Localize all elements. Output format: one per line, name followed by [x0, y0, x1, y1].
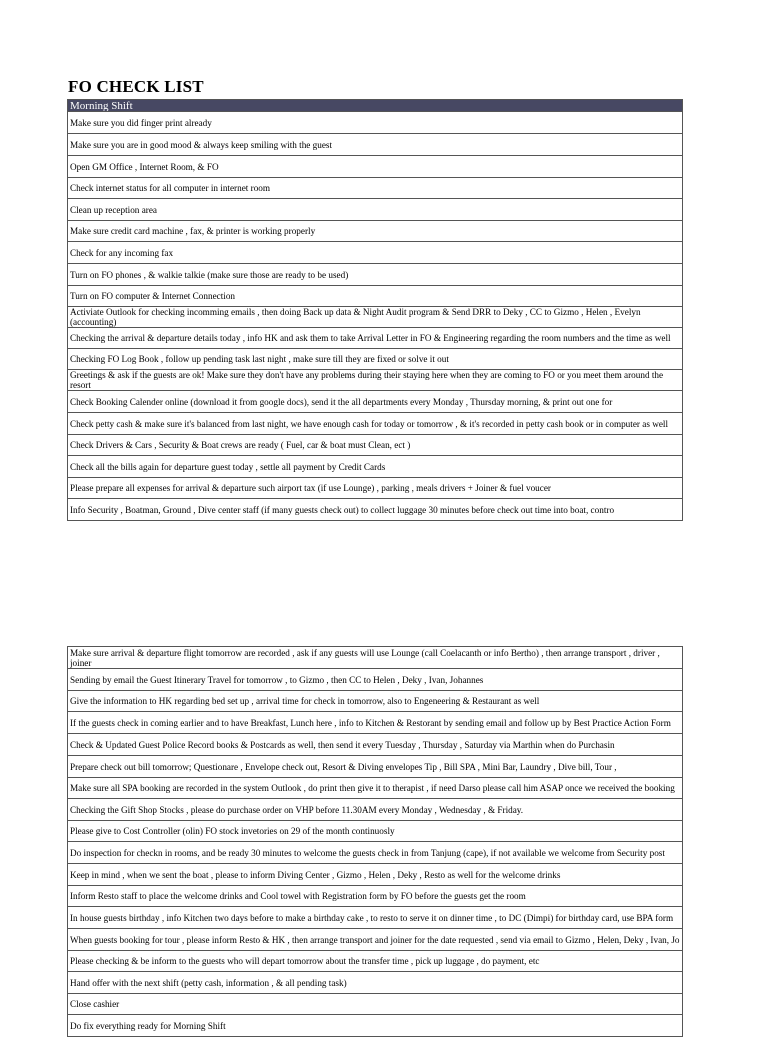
- checklist-row: [68, 691, 683, 712]
- checklist-row: [68, 286, 683, 307]
- checklist-item-text: Check for any incoming fax: [70, 247, 174, 258]
- checklist-item-text: Info Security , Boatman, Ground , Dive center staff (if many guests check out) to collect luggage 30 minutes before check out time into boat, contro: [70, 504, 615, 515]
- checklist-item: [68, 370, 683, 391]
- checklist-row: [68, 842, 683, 864]
- checklist-row: [68, 756, 683, 778]
- morning-shift-checklist: [67, 99, 683, 521]
- checklist-item-text: Check Drivers & Cars , Security & Boat crews are ready ( Fuel, car & boat must Clean, ect ): [70, 440, 411, 450]
- checklist-item: [68, 413, 683, 435]
- checklist-row: [68, 734, 683, 756]
- checklist-item: [68, 712, 683, 734]
- section-header: Morning Shift: [68, 100, 683, 112]
- checklist-item: [68, 972, 683, 994]
- checklist-item-text: Clean up reception area: [70, 204, 157, 215]
- checklist-item: [68, 756, 683, 778]
- checklist-row: [68, 156, 683, 178]
- checklist-item: [68, 647, 683, 669]
- checklist-item: [68, 821, 683, 842]
- checklist-item-text: Check Booking Calender online (download it from google docs), send it the all departments every Monday , Thursday morning, & print out one for: [70, 396, 613, 407]
- checklist-row: [68, 413, 683, 435]
- checklist-item-text: Hand offer with the next shift (petty cash, information , & all pending task): [70, 977, 347, 988]
- checklist-item: [68, 391, 683, 413]
- checklist-item-text: Activiate Outlook for checking incomming emails , then doing Back up data & Night Audit program & Send DRR to Deky , CC to Gizmo , Helen , Evelyn (accounting): [70, 307, 641, 327]
- checklist-item-text: Make sure arrival & departure flight tomorrow are recorded , ask if any guests will use Lounge (call Coelacanth or info Bertho) , then arrange transport , driver , joiner: [70, 647, 660, 668]
- checklist-item-text: Please checking & be inform to the guests who will depart tomorrow about the transfer time , pick up luggage , do payment, etc: [70, 956, 540, 966]
- checklist-item-text: Check & Updated Guest Police Record books & Postcards as well, then send it every Tuesday , Thursday , Saturday via Marthin when do Purchasin: [70, 739, 615, 750]
- checklist-item: [68, 349, 683, 370]
- checklist-row: [68, 1015, 683, 1037]
- checklist-row: [68, 864, 683, 886]
- checklist-row: [68, 712, 683, 734]
- checklist-item: [68, 328, 683, 349]
- checklist-item: [68, 264, 683, 286]
- checklist-row: [68, 134, 683, 156]
- checklist-item-text: Turn on FO phones , & walkie talkie (make sure those are ready to be used): [70, 269, 349, 280]
- checklist-item-text: When guests booking for tour , please inform Resto & HK , then arrange transport and joiner for the date requested , send via email to Gizmo , Helen, Deky , Ivan, Jo: [70, 934, 680, 945]
- checklist-row: [68, 112, 683, 134]
- checklist-item-text: Make sure all SPA booking are recorded in the system Outlook , do print then give it to therapist , if need Darso please call him ASAP once we received the booking: [70, 783, 675, 793]
- checklist-item: [68, 669, 683, 691]
- checklist-item-text: If the guests check in coming earlier and to have Breakfast, Lunch here , info to Kitchen & Restorant by sending email and follow up by Best Practice Action Form: [70, 717, 671, 728]
- checklist-item: [68, 199, 683, 221]
- section-header-row: [68, 100, 683, 112]
- checklist-item: [68, 456, 683, 478]
- checklist-item: [68, 499, 683, 521]
- checklist-item: [68, 951, 683, 972]
- checklist-row: [68, 478, 683, 499]
- checklist-row: [68, 669, 683, 691]
- checklist-row: [68, 951, 683, 972]
- checklist-item-text: Please prepare all expenses for arrival & departure such airport tax (if use Lounge) , parking , meals drivers + Joiner & fuel voucer: [70, 483, 551, 493]
- evening-checklist: [67, 646, 683, 1037]
- checklist-item: [68, 242, 683, 264]
- checklist-item: [68, 178, 683, 199]
- checklist-item-text: Make sure you did finger print already: [70, 117, 212, 128]
- checklist-item: [68, 1015, 683, 1037]
- checklist-row: [68, 328, 683, 349]
- checklist-row: [68, 499, 683, 521]
- checklist-item: [68, 435, 683, 456]
- checklist-item: [68, 778, 683, 799]
- checklist-row: [68, 349, 683, 370]
- checklist-item-text: Check internet status for all computer in internet room: [70, 183, 271, 193]
- checklist-row: [68, 307, 683, 328]
- page-title: FO CHECK LIST: [68, 77, 204, 96]
- checklist-item-text: Make sure credit card machine , fax, & printer is working properly: [70, 226, 316, 236]
- checklist-item-text: Open GM Office , Internet Room, & FO: [70, 161, 219, 172]
- checklist-item: [68, 864, 683, 886]
- checklist-item-text: Checking the Gift Shop Stocks , please do purchase order on VHP before 11.30AM every Monday , Wednesday , & Friday.: [70, 804, 524, 815]
- checklist-item-text: Check petty cash & make sure it's balanced from last night, we have enough cash for today or tomorrow , & it's recorded in petty cash book or in computer as well: [70, 418, 669, 429]
- checklist-row: [68, 221, 683, 242]
- checklist-row: [68, 929, 683, 951]
- checklist-row: [68, 799, 683, 821]
- checklist-item: [68, 156, 683, 178]
- checklist-row: [68, 821, 683, 842]
- checklist-row: [68, 370, 683, 391]
- checklist-item-text: Greetings & ask if the guests are ok! Make sure they don't have any problems during their staying here when they are coming to FO or you meet them around the resort: [70, 370, 664, 390]
- checklist-row: [68, 886, 683, 907]
- checklist-item-text: Do inspection for checkn in rooms, and be ready 30 minutes to welcome the guests check in from Tanjung (cape), if not available we welcome from Security post: [70, 847, 665, 858]
- checklist-item-text: Give the information to HK regarding bed set up , arrival time for check in tomorrow, also to Engeneering & Restaurant as well: [70, 696, 540, 706]
- checklist-row: [68, 242, 683, 264]
- checklist-item-text: Please give to Cost Controller (olin) FO stock invetories on 29 of the month continuosly: [70, 826, 395, 836]
- checklist-item-text: Inform Resto staff to place the welcome drinks and Cool towel with Registration form by FO before the guests get the room: [70, 891, 526, 901]
- checklist-row: [68, 435, 683, 456]
- checklist-item-text: Checking FO Log Book , follow up pending task last night , make sure till they are fixed or solve it out: [70, 354, 449, 364]
- checklist-item: [68, 286, 683, 307]
- checklist-item: [68, 929, 683, 951]
- checklist-item: [68, 734, 683, 756]
- checklist-row: [68, 199, 683, 221]
- checklist-item-text: In house guests birthday , info Kitchen two days before to make a birthday cake , to resto to serve it on dinner time , to DC (Dimpi) for birthday card, use BPA form: [70, 912, 674, 923]
- checklist-item-text: Keep in mind , when we sent the boat , please to inform Diving Center , Gizmo , Helen , Deky , Resto as well for the welcome drinks: [70, 869, 561, 880]
- checklist-item: [68, 478, 683, 499]
- checklist-item: [68, 994, 683, 1015]
- checklist-item: [68, 886, 683, 907]
- checklist-item: [68, 691, 683, 712]
- checklist-row: [68, 907, 683, 929]
- checklist-item: [68, 134, 683, 156]
- checklist-row: [68, 647, 683, 669]
- checklist-item: [68, 307, 683, 328]
- checklist-item: [68, 842, 683, 864]
- checklist-item: [68, 221, 683, 242]
- checklist-item-text: Do fix everything ready for Morning Shift: [70, 1020, 226, 1031]
- checklist-item: [68, 112, 683, 134]
- checklist-row: [68, 456, 683, 478]
- checklist-item-text: Sending by email the Guest Itinerary Travel for tomorrow , to Gizmo , then CC to Helen , Deky , Ivan, Johannes: [70, 674, 484, 685]
- checklist-row: [68, 264, 683, 286]
- checklist-item-text: Check all the bills again for departure guest today , settle all payment by Credit Cards: [70, 461, 386, 472]
- checklist-item-text: Close cashier: [70, 999, 120, 1009]
- checklist-row: [68, 178, 683, 199]
- checklist-item: [68, 799, 683, 821]
- checklist-row: [68, 972, 683, 994]
- checklist-item-text: Prepare check out bill tomorrow; Questionare , Envelope check out, Resort & Diving envelopes Tip , Bill SPA , Mini Bar, Laundry , Dive bill, Tour ,: [70, 761, 617, 772]
- checklist-item-text: Checking the arrival & departure details today , info HK and ask them to take Arrival Letter in FO & Engineering regarding the room numbers and the time as well: [70, 333, 671, 343]
- checklist-row: [68, 391, 683, 413]
- checklist-item-text: Turn on FO computer & Internet Connection: [70, 291, 236, 301]
- checklist-item: [68, 907, 683, 929]
- checklist-row: [68, 778, 683, 799]
- checklist-row: [68, 994, 683, 1015]
- checklist-item-text: Make sure you are in good mood & always keep smiling with the guest: [70, 139, 333, 150]
